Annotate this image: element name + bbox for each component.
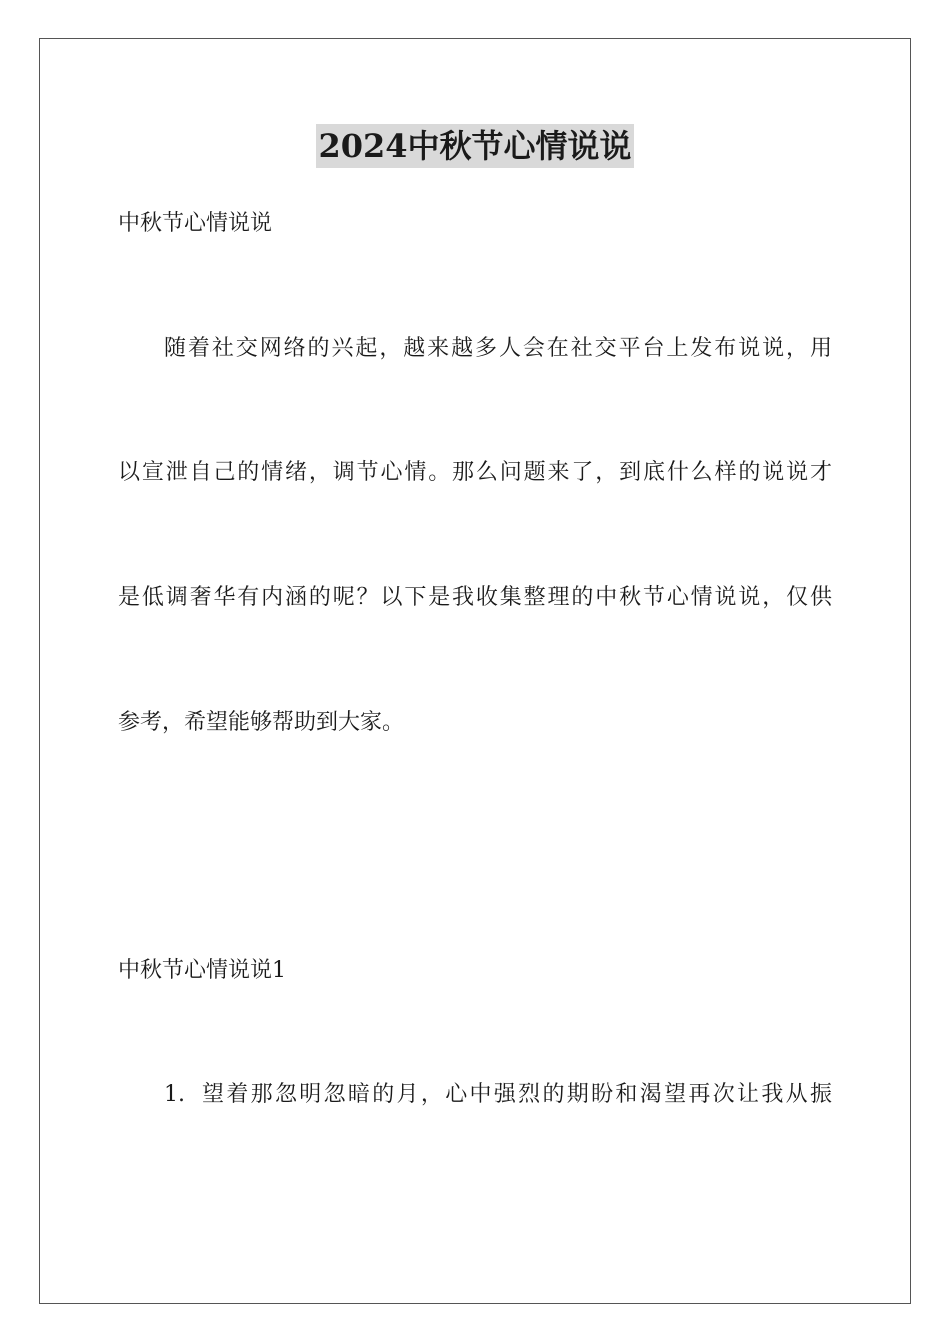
- intro-line-4: 参考，希望能够帮助到大家。: [118, 710, 405, 735]
- document-subtitle: 中秋节心情说说: [118, 211, 273, 236]
- intro-line-2: 以宣泄自己的情绪，调节心情。那么问题来了，到底什么样的说说才: [118, 460, 832, 485]
- section-heading: 中秋节心情说说1: [118, 958, 286, 983]
- title-container: [0, 124, 950, 168]
- document-title: 2024中秋节心情说说: [316, 124, 633, 168]
- intro-line-1: 随着社交网络的兴起，越来越多人会在社交平台上发布说说，用: [164, 336, 832, 361]
- intro-line-3: 是低调奢华有内涵的呢？以下是我收集整理的中秋节心情说说，仅供: [118, 585, 832, 610]
- list-item-text: 望着那忽明忽暗的月，心中强烈的期盼和渴望再次让我从振: [202, 1082, 832, 1107]
- list-item-number: 1.: [164, 1082, 185, 1107]
